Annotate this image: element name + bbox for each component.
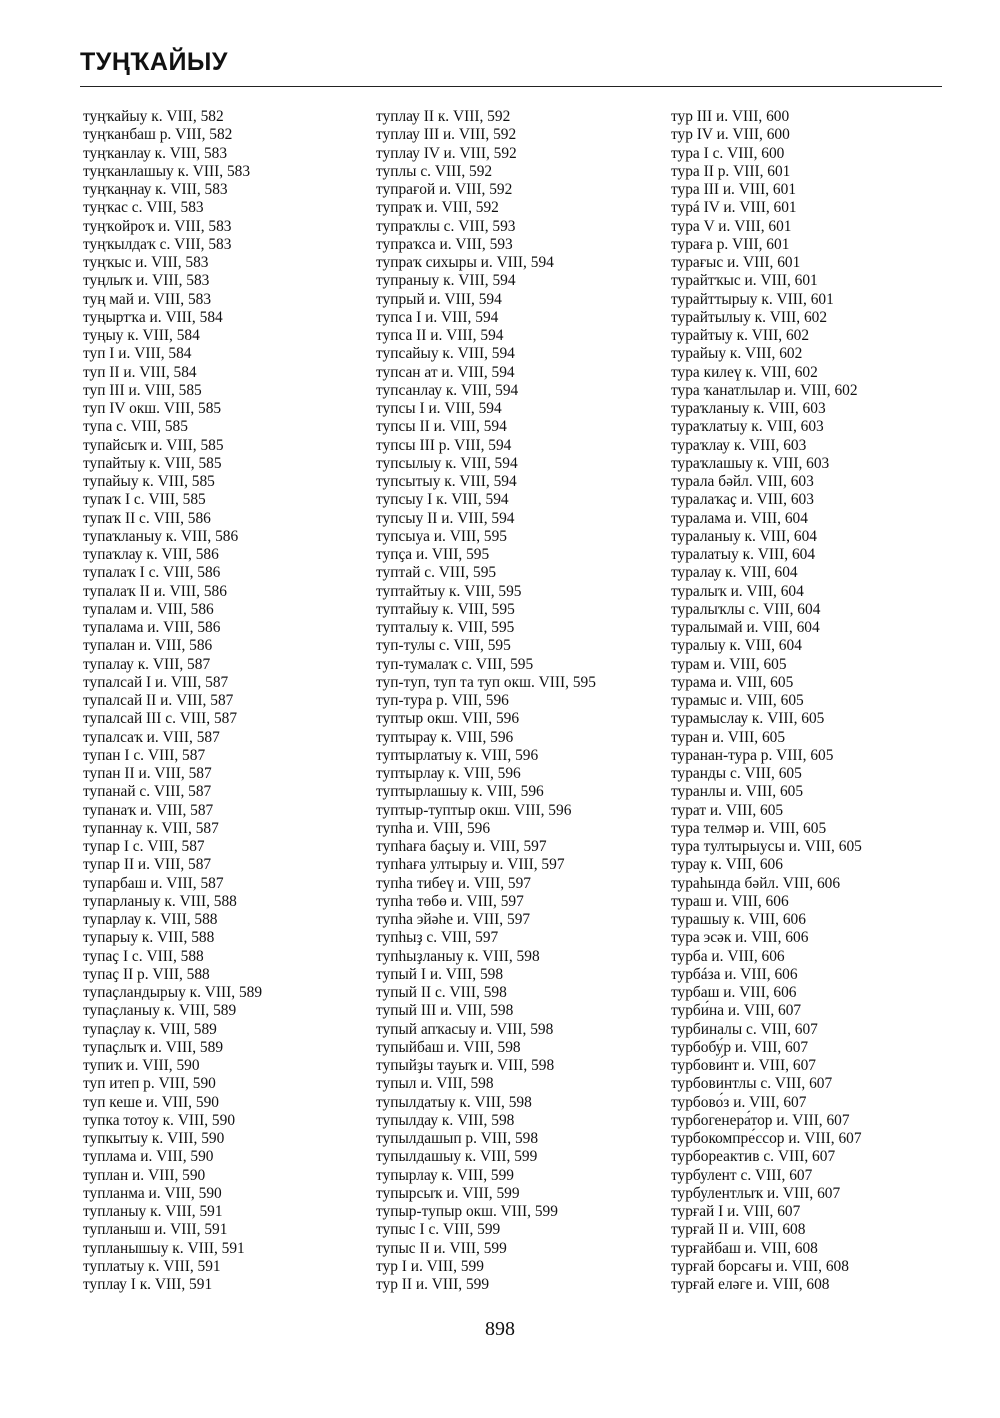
index-entry: тупайсыҡ и. VIII, 585 [83,436,224,454]
index-entry: турбово́з и. VIII, 607 [671,1093,807,1111]
index-entry: турбови́нт и. VIII, 607 [671,1057,816,1074]
index-entry: тупҫа и. VIII, 595 [376,546,490,563]
index-entry: турбулент с. VIII, 607 [671,1166,813,1184]
index-entry: турғай II и. VIII, 608 [671,1221,806,1239]
index-entry: тупланышыу к. VIII, 591 [83,1239,245,1257]
index-entry: тупсылыу к. VIII, 594 [376,454,518,472]
index-entry: туп итеп р. VIII, 590 [83,1075,216,1093]
index-entry: тупаҡ II с. VIII, 586 [83,509,211,527]
index-entry: турайтылыу к. VIII, 602 [671,308,828,326]
index-entry: туралыҡ и. VIII, 604 [671,582,804,600]
index-entry: тупайтыу к. VIII, 585 [83,454,222,472]
index-entry: тупан II и. VIII, 587 [83,765,212,782]
index-entry: турбиналы с. VIII, 607 [671,1020,818,1038]
index-entry: тупыс I с. VIII, 599 [376,1221,501,1239]
index-entry: тупанай с. VIII, 587 [83,783,212,801]
index-entry: тура килеү к. VIII, 602 [671,363,818,381]
index-column-3 [671,108,862,1294]
index-entry: туп I и. VIII, 584 [83,345,192,363]
index-entry: тупса II и. VIII, 594 [376,327,504,344]
index-entry: туңҡанлау к. VIII, 583 [83,144,228,162]
index-entry: тупһыҙ с. VIII, 597 [376,929,499,947]
index-entry: тупаҫлау к. VIII, 589 [83,1020,217,1038]
index-entry: тупрағой и. VIII, 592 [376,181,513,198]
index-entry: тупыс II и. VIII, 599 [376,1239,507,1257]
index-entry: туранлы и. VIII, 605 [671,783,804,801]
index-entry: тупраҡса и. VIII, 593 [376,235,513,253]
index-entry: туптыр-туптыр окш. VIII, 596 [376,801,572,819]
index-entry: турғай еләге и. VIII, 608 [671,1276,830,1293]
index-entry: турбореактив с. VIII, 607 [671,1148,836,1166]
index-entry: тупаҫландырыу к. VIII, 589 [83,984,263,1001]
index-entry: туп-тумалаҡ с. VIII, 595 [376,655,534,673]
index-entry: турайттырыу к. VIII, 601 [671,290,834,308]
index-entry: тупалаҡ II и. VIII, 586 [83,582,227,600]
index-entry: туралымай и. VIII, 604 [671,619,820,636]
index-entry: тура тултырыусы и. VIII, 605 [671,838,862,855]
index-entry: тупсыу I к. VIII, 594 [376,491,509,509]
index-entry: тупсы II и. VIII, 594 [376,418,507,436]
index-entry: турбокомпре́ссор и. VIII, 607 [671,1130,862,1147]
index-entry: тупрый и. VIII, 594 [376,290,502,308]
index-entry: туралыҡлы с. VIII, 604 [671,600,821,618]
index-entry: тупалсай III с. VIII, 587 [83,710,238,728]
index-entry: туптайыу к. VIII, 595 [376,600,515,618]
index-entry: туптырау к. VIII, 596 [376,728,514,746]
index-entry: туңҡанбаш р. VIII, 582 [83,126,233,144]
index-entry: туп-туп, туп та туп окш. VIII, 595 [376,673,596,691]
index-entry: тураға р. VIII, 601 [671,235,790,253]
index-entry: туралатыу к. VIII, 604 [671,546,816,563]
index-entry: тупаҡлау к. VIII, 586 [83,546,219,563]
index-entry: тураҡлашыу к. VIII, 603 [671,454,830,472]
index-entry: турайтҡыс и. VIII, 601 [671,272,818,290]
index-entry: тупһаға баҫыу и. VIII, 597 [376,838,547,855]
index-entry: туңҡас с. VIII, 583 [83,199,204,217]
index-entry: тураш и. VIII, 606 [671,892,789,910]
index-entry: туңҡайыу к. VIII, 582 [83,108,224,125]
index-entry: туплау I к. VIII, 591 [83,1276,213,1293]
index-entry: турау к. VIII, 606 [671,856,783,874]
index-entry: тупкытыу к. VIII, 590 [83,1130,225,1147]
index-entry: тупаҡланыу к. VIII, 586 [83,527,239,545]
index-entry: тупалаҡ I с. VIII, 586 [83,564,221,582]
index-entry: туптайтыу к. VIII, 595 [376,582,522,600]
index-entry: туп-тулы с. VIII, 595 [376,637,511,655]
index-entry: тупыйҙы тауыҡ и. VIII, 598 [376,1057,555,1074]
index-entry: тупар I с. VIII, 587 [83,838,205,855]
index-entry: турат и. VIII, 605 [671,801,784,819]
index-entry: тупсанлау к. VIII, 594 [376,381,519,399]
index-entry: тупһа и. VIII, 596 [376,819,491,837]
index-entry: тур II и. VIII, 599 [376,1276,490,1293]
index-entry: тупаннау к. VIII, 587 [83,819,219,837]
index-entry: туплау IV и. VIII, 592 [376,144,517,162]
index-entry: турá IV и. VIII, 601 [671,199,797,217]
index-entry: тупаҫланыу к. VIII, 589 [83,1002,237,1020]
index-entry: тупсытыу к. VIII, 594 [376,473,517,490]
index-entry: туптырлашыу к. VIII, 596 [376,783,544,801]
header-divider [80,86,942,87]
index-entry: туплама и. VIII, 590 [83,1148,214,1166]
index-entry: туплау II к. VIII, 592 [376,108,511,125]
index-entry: турайыу к. VIII, 602 [671,345,803,363]
index-entry: тупраҡлы с. VIII, 593 [376,217,516,235]
index-entry: туралама и. VIII, 604 [671,509,808,527]
index-entry: тупыл и. VIII, 598 [376,1075,494,1093]
index-entry: туплатыу к. VIII, 591 [83,1257,221,1275]
index-entry: туңҡылдаҡ с. VIII, 583 [83,235,232,253]
index-entry: тура телмәр и. VIII, 605 [671,819,827,837]
index-entry: туранан-тура р. VIII, 605 [671,746,834,764]
index-entry: туранды с. VIII, 605 [671,765,802,782]
index-entry: туралаҡаҫ и. VIII, 603 [671,491,814,509]
index-entry: тупый III и. VIII, 598 [376,1002,514,1020]
index-entry: тупраҡ и. VIII, 592 [376,199,499,217]
index-entry: туп-тура р. VIII, 596 [376,692,509,709]
index-entry: туптай с. VIII, 595 [376,564,497,582]
index-entry: тупсан ат и. VIII, 594 [376,363,515,381]
index-entry: тураҡлатыу к. VIII, 603 [671,418,824,436]
index-entry: тупраныу к. VIII, 594 [376,272,516,290]
index-entry: туп IV окш. VIII, 585 [83,400,222,417]
index-entry: тупһа тибеү и. VIII, 597 [376,874,531,892]
index-entry: турбогенера́тор и. VIII, 607 [671,1111,850,1129]
index-entry: тупылдашып р. VIII, 598 [376,1130,539,1147]
index-entry: тупый I и. VIII, 598 [376,965,504,983]
index-entry: тупар II и. VIII, 587 [83,856,212,874]
index-entry: тупыр-тупыр окш. VIII, 599 [376,1203,558,1220]
index-entry: тупсыуа и. VIII, 595 [376,527,508,545]
index-entry: тупланыу к. VIII, 591 [83,1203,223,1220]
index-entry: туп кеше и. VIII, 590 [83,1093,219,1111]
index-entry: тура эсәк и. VIII, 606 [671,929,809,947]
index-entry: тупсыу II и. VIII, 594 [376,509,515,527]
index-entry: тупалан и. VIII, 586 [83,637,213,655]
index-entry: туралыу к. VIII, 604 [671,637,802,655]
index-entry: турашыу к. VIII, 606 [671,911,806,928]
index-entry: тупсы I и. VIII, 594 [376,400,502,417]
index-entry: тур IV и. VIII, 600 [671,126,790,144]
index-entry: туңҡойроҡ и. VIII, 583 [83,217,232,235]
index-entry: тупалсай II и. VIII, 587 [83,692,234,709]
index-entry: тупса I и. VIII, 594 [376,308,499,326]
index-entry: тура III и. VIII, 601 [671,181,797,198]
index-entry: тупаҡ I с. VIII, 585 [83,491,206,509]
index-entry: тупһыҙланыу к. VIII, 598 [376,947,540,965]
index-entry: тупалау к. VIII, 587 [83,655,211,673]
index-entry: тупланыш и. VIII, 591 [83,1221,228,1239]
index-entry: тупылдатыу к. VIII, 598 [376,1093,532,1111]
index-entry: туң май и. VIII, 583 [83,290,212,308]
index-entry: туңыртҡа и. VIII, 584 [83,308,223,326]
index-entry: тупырсыҡ и. VIII, 599 [376,1184,520,1202]
index-entry: тупка тотоу к. VIII, 590 [83,1111,236,1129]
index-entry: туплан и. VIII, 590 [83,1166,206,1184]
index-entry: тупсы III р. VIII, 594 [376,436,512,454]
index-entry: тупый II с. VIII, 598 [376,984,507,1001]
index-entry: тупыйбаш и. VIII, 598 [376,1038,521,1056]
index-entry: тупан I с. VIII, 587 [83,746,206,764]
index-entry: тупһа эйәһе и. VIII, 597 [376,911,531,928]
index-entry: турбобу́р и. VIII, 607 [671,1038,809,1056]
index-entry: тупаҫлыҡ и. VIII, 589 [83,1038,224,1056]
index-entry: тупырлау к. VIII, 599 [376,1166,515,1184]
index-entry: туралау к. VIII, 604 [671,564,798,582]
index-entry: тупталыу к. VIII, 595 [376,619,515,636]
index-entry: тур III и. VIII, 600 [671,108,790,125]
index-entry: тупарбаш и. VIII, 587 [83,874,224,892]
index-entry: турғай I и. VIII, 607 [671,1203,801,1220]
index-entry: тупаҫ II р. VIII, 588 [83,965,210,983]
index-entry: тупайыу к. VIII, 585 [83,473,215,490]
index-entry: тупалсаҡ и. VIII, 587 [83,728,220,746]
index-column-2 [376,108,596,1294]
index-entry: тупалам и. VIII, 586 [83,600,214,618]
index-entry: туптыр окш. VIII, 596 [376,710,520,728]
index-entry: туңҡанлашыу к. VIII, 583 [83,162,251,180]
index-entry: турайтыу к. VIII, 602 [671,327,810,344]
index-entry: тупанаҡ и. VIII, 587 [83,801,214,819]
index-entry: турам и. VIII, 605 [671,655,787,673]
index-entry: тупһа төбө и. VIII, 597 [376,892,524,910]
index-entry: тупарланыу к. VIII, 588 [83,892,237,910]
index-entry: туңҡаңнау к. VIII, 583 [83,181,228,198]
index-entry: тупылдау к. VIII, 598 [376,1111,515,1129]
index-entry: турама и. VIII, 605 [671,673,794,691]
index-entry: тураҡлау к. VIII, 603 [671,436,807,454]
index-entry: тура ҡанатлылар и. VIII, 602 [671,381,858,399]
index-entry: тупланма и. VIII, 590 [83,1184,222,1202]
index-entry: тупһаға ултырыу и. VIII, 597 [376,856,565,874]
index-entry: тупсайыу к. VIII, 594 [376,345,515,363]
index-entry: тупиҡ и. VIII, 590 [83,1057,200,1074]
index-entry: тупый апҡасыу и. VIII, 598 [376,1020,554,1038]
index-entry: туптырлау к. VIII, 596 [376,765,521,782]
index-entry: туңлыҡ и. VIII, 583 [83,272,210,290]
index-column-1 [83,108,262,1294]
index-entry: турғайбаш и. VIII, 608 [671,1239,818,1257]
index-entry: турағыс и. VIII, 601 [671,254,801,271]
index-entry: тупарлау к. VIII, 588 [83,911,218,928]
index-entry: тупылдашыу к. VIII, 599 [376,1148,538,1166]
index-entry: туп III и. VIII, 585 [83,381,202,399]
page-header-title: ТУҢҠАЙЫУ [80,48,228,76]
index-entry: тураланыу к. VIII, 604 [671,527,817,545]
page-number: 898 [485,1318,515,1340]
index-entry: турамыс и. VIII, 605 [671,692,804,709]
index-entry: тупа с. VIII, 585 [83,418,188,436]
index-entry: туплау III и. VIII, 592 [376,126,517,144]
index-entry: турбáза и. VIII, 606 [671,965,798,983]
index-entry: тупалама и. VIII, 586 [83,619,221,636]
index-entry: тура II р. VIII, 601 [671,162,791,180]
index-entry: тураһында бәйл. VIII, 606 [671,874,841,892]
index-entry: туңыу к. VIII, 584 [83,327,200,344]
index-entry: тупалсай I и. VIII, 587 [83,673,229,691]
index-entry: туңҡыс и. VIII, 583 [83,254,209,271]
index-entry: турби́на и. VIII, 607 [671,1002,802,1020]
index-entry: тура I с. VIII, 600 [671,144,785,162]
index-entry: турғай борсағы и. VIII, 608 [671,1257,849,1275]
index-entry: турбулентлыҡ и. VIII, 607 [671,1184,841,1202]
index-entry: туптырлатыу к. VIII, 596 [376,746,539,764]
index-entry: тураҡланыу к. VIII, 603 [671,400,826,417]
index-entry: турала бәйл. VIII, 603 [671,473,814,490]
index-entry: тупаҫ I с. VIII, 588 [83,947,204,965]
index-entry: турамыслау к. VIII, 605 [671,710,825,728]
index-entry: тупраҡ сихыры и. VIII, 594 [376,254,554,271]
index-entry: тура V и. VIII, 601 [671,217,792,235]
index-entry: турбаш и. VIII, 606 [671,984,797,1001]
index-entry: турбовинтлы с. VIII, 607 [671,1075,833,1093]
index-entry: туп II и. VIII, 584 [83,363,197,381]
index-entry: тупарыу к. VIII, 588 [83,929,215,947]
index-entry: туран и. VIII, 605 [671,728,786,746]
index-entry: турба и. VIII, 606 [671,947,785,965]
index-entry: тур I и. VIII, 599 [376,1257,484,1275]
index-entry: туплы с. VIII, 592 [376,162,493,180]
